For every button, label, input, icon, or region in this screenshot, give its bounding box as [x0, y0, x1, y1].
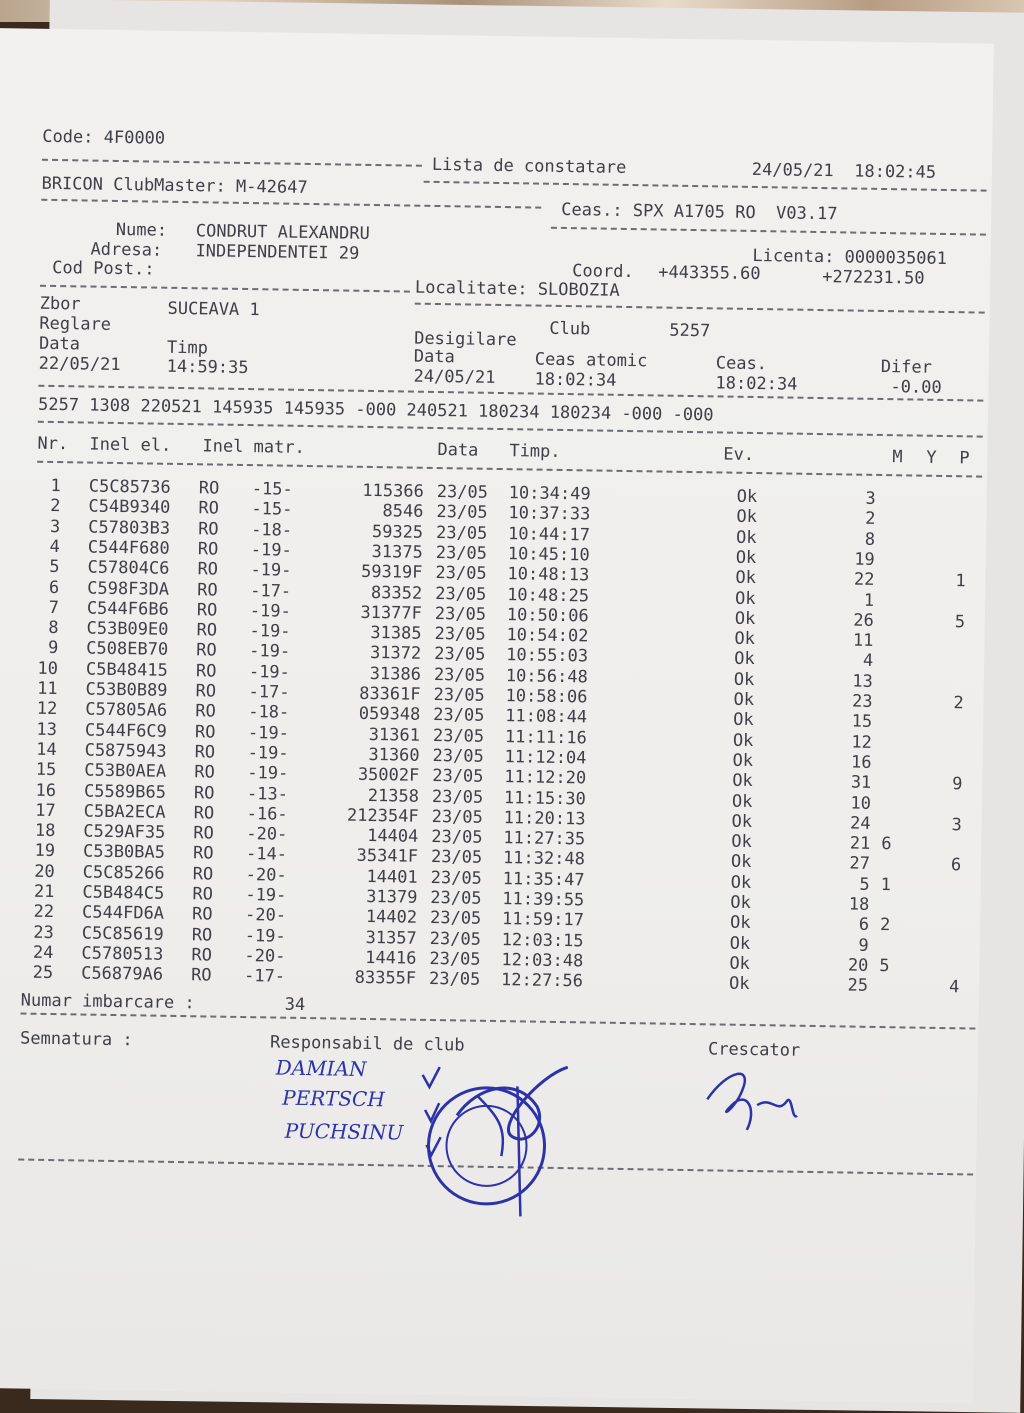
- event-status: Ok: [736, 486, 758, 508]
- country-code: RO: [194, 721, 216, 743]
- electronic-ring: C529AF35: [83, 821, 166, 843]
- matriculation-ring: 83355F: [354, 967, 417, 989]
- imbarcare-label: Numar imbarcare :: [20, 990, 195, 1014]
- position-number: 9: [858, 935, 869, 956]
- row-number: 17: [35, 800, 56, 821]
- matriculation-ring: 21358: [367, 785, 420, 807]
- clock-info: Ceas.: SPX A1705 RO V03.17: [561, 199, 838, 225]
- country-code: RO: [193, 782, 215, 804]
- name-label: Nume:: [115, 219, 168, 241]
- row-number: 9: [47, 638, 59, 659]
- electronic-ring: C5780513: [81, 943, 164, 965]
- matriculation-ring: 31386: [369, 663, 422, 685]
- arrival-time: 11:12:20: [504, 767, 587, 789]
- position-number: 6: [858, 914, 870, 936]
- arrival-time: 10:34:49: [508, 483, 591, 505]
- row-number: 6: [48, 577, 60, 598]
- arrival-date: 23/05: [434, 644, 486, 666]
- arrival-date: 23/05: [431, 827, 483, 848]
- matriculation-ring: 31361: [368, 724, 421, 746]
- matriculation-ring: 35341F: [356, 846, 419, 868]
- arrival-time: 12:27:56: [500, 970, 584, 992]
- electronic-ring: C508EB70: [86, 638, 169, 661]
- country-code: RO: [198, 518, 219, 540]
- coord-label: Coord.: [572, 261, 634, 283]
- matriculation-ring: 212354F: [346, 805, 419, 827]
- electronic-ring: C53B0B89: [85, 679, 168, 701]
- clock-time: 18:02:34: [715, 373, 798, 395]
- position-number: 11: [852, 630, 874, 651]
- event-status: Ok: [735, 547, 757, 568]
- electronic-ring: C53B0AEA: [84, 760, 167, 782]
- zbor-label: Zbor: [39, 293, 81, 315]
- matriculation-ring: 35002F: [357, 764, 420, 786]
- ring-year: -16-: [246, 803, 288, 825]
- electronic-ring: C5BA2ECA: [83, 801, 166, 823]
- country-code: RO: [198, 478, 220, 499]
- electronic-ring: C53B0BA5: [82, 841, 166, 864]
- arrival-date: 23/05: [433, 684, 485, 706]
- row-number: 3: [49, 516, 61, 537]
- event-status: Ok: [733, 669, 755, 690]
- event-status: Ok: [728, 973, 750, 995]
- event-status: Ok: [733, 709, 754, 731]
- country-code: RO: [197, 559, 219, 580]
- arrival-time: 11:59:17: [501, 909, 585, 931]
- row-number: 7: [48, 597, 60, 618]
- matriculation-ring: 059348: [358, 704, 421, 726]
- position-number: 24: [849, 813, 871, 834]
- matriculation-ring: 31360: [368, 744, 420, 766]
- electronic-ring: C5B484C5: [82, 882, 165, 904]
- arrival-time: 10:44:17: [507, 523, 591, 546]
- p-mark: 9: [952, 774, 963, 795]
- col-m: M: [892, 447, 903, 468]
- m-mark: 5: [879, 955, 890, 977]
- position-number: 21: [849, 833, 871, 854]
- desigilare-label: Desigilare: [414, 328, 517, 351]
- row-number: 12: [36, 699, 58, 720]
- position-number: 18: [848, 894, 870, 915]
- col-nr: Nr.: [37, 433, 69, 455]
- address-label: Adresa:: [90, 239, 163, 261]
- row-number: 5: [49, 557, 60, 578]
- matriculation-ring: 31357: [365, 927, 417, 949]
- reglare-date: 22/05/21: [38, 353, 121, 376]
- divider: [424, 181, 987, 192]
- matriculation-ring: 115366: [362, 480, 424, 502]
- ring-year: -19-: [247, 722, 290, 744]
- p-mark: 5: [954, 611, 966, 633]
- electronic-ring: C544F6B6: [86, 598, 169, 620]
- arrival-date: 23/05: [432, 725, 485, 747]
- arrival-date: 23/05: [435, 563, 487, 584]
- arrival-date: 23/05: [436, 502, 488, 524]
- matriculation-ring: 14404: [367, 826, 419, 847]
- position-number: 16: [850, 752, 872, 773]
- country-code: RO: [196, 600, 218, 621]
- arrival-date: 23/05: [434, 624, 486, 645]
- position-number: 8: [864, 529, 876, 550]
- matriculation-ring: 14402: [365, 907, 418, 929]
- electronic-ring: C544FD6A: [81, 902, 165, 925]
- row-number: 21: [33, 881, 55, 903]
- matriculation-ring: 59319F: [360, 562, 423, 583]
- matriculation-ring: 59325: [371, 521, 424, 543]
- breeder-signature: [697, 1059, 818, 1141]
- ring-year: -15-: [251, 479, 293, 500]
- arrival-time: 10:45:10: [507, 544, 590, 566]
- arrival-date: 23/05: [433, 705, 485, 727]
- country-code: RO: [196, 620, 218, 641]
- matriculation-ring: 31377F: [360, 602, 423, 624]
- p-mark: 3: [951, 814, 963, 836]
- divider: [415, 303, 985, 314]
- handwritten-name-2: PERTSCH: [282, 1085, 385, 1112]
- row-number: 20: [34, 861, 55, 882]
- arrival-time: 11:39:55: [502, 889, 585, 911]
- event-status: Ok: [735, 527, 757, 548]
- matriculation-ring: 31379: [366, 886, 418, 908]
- owner-address: INDEPENDENTEI 29: [195, 241, 360, 264]
- event-status: Ok: [731, 831, 752, 853]
- event-status: Ok: [729, 953, 751, 974]
- matriculation-ring: 14416: [365, 947, 417, 969]
- difer-value: -0.00: [890, 377, 942, 398]
- clock-label: Ceas.: [715, 353, 768, 375]
- electronic-ring: C5875943: [84, 740, 167, 762]
- reglare-time: 14:59:35: [166, 356, 249, 379]
- row-number: 8: [48, 618, 59, 639]
- arrival-time: 10:55:03: [506, 645, 589, 667]
- arrival-time: 12:03:15: [501, 929, 584, 951]
- position-number: 15: [851, 711, 873, 733]
- ring-year: -19-: [247, 742, 289, 764]
- row-number: 25: [32, 962, 54, 984]
- ring-year: -19-: [248, 661, 291, 683]
- electronic-ring: C5C85619: [81, 923, 164, 945]
- position-number: 23: [851, 691, 873, 712]
- matriculation-ring: 83352: [370, 582, 423, 604]
- row-number: 4: [49, 536, 61, 557]
- matriculation-ring: 83361F: [359, 683, 421, 705]
- ring-year: -20-: [244, 945, 286, 967]
- ring-year: -20-: [246, 824, 288, 845]
- divider: [40, 285, 410, 293]
- code-line: Code: 4F0000: [42, 126, 166, 149]
- imbarcare-value: 34: [284, 994, 306, 1016]
- arrival-time: 11:08:44: [505, 706, 588, 728]
- position-number: 5: [859, 874, 870, 895]
- position-number: 10: [850, 793, 872, 814]
- arrival-time: 11:15:30: [503, 787, 587, 809]
- ring-year: -17-: [250, 580, 292, 602]
- ring-year: -18-: [248, 702, 290, 724]
- col-timp: Timp.: [509, 441, 561, 462]
- col-inel-el: Inel el.: [89, 434, 172, 456]
- ring-year: -19-: [249, 641, 291, 663]
- row-number: 14: [36, 739, 57, 760]
- col-inel-matr: Inel matr.: [202, 436, 305, 458]
- ring-year: -14-: [245, 844, 288, 866]
- row-number: 22: [33, 902, 55, 923]
- row-number: 24: [32, 942, 54, 963]
- arrival-date: 23/05: [435, 542, 488, 564]
- electronic-ring: C5B48415: [85, 659, 168, 681]
- arrival-date: 23/05: [430, 867, 483, 889]
- arrival-time: 11:11:16: [504, 726, 587, 748]
- divider: [41, 199, 541, 209]
- position-number: 13: [852, 671, 873, 692]
- position-number: 27: [849, 853, 871, 875]
- arrival-date: 23/05: [433, 664, 486, 686]
- arrival-time: 11:27:35: [503, 828, 586, 850]
- ring-year: -19-: [249, 600, 291, 622]
- arrival-time: 12:03:48: [501, 949, 584, 972]
- electronic-ring: C57804C6: [87, 557, 170, 580]
- event-status: Ok: [734, 588, 756, 609]
- position-number: 2: [864, 509, 876, 530]
- country-code: RO: [197, 539, 219, 560]
- matriculation-ring: 31372: [369, 643, 422, 665]
- arrival-date: 23/05: [431, 806, 484, 828]
- signature-tick-marks: [416, 1065, 478, 1176]
- arrival-date: 23/05: [429, 908, 482, 930]
- arrival-time: 11:35:47: [502, 868, 585, 891]
- row-number: 16: [35, 780, 57, 801]
- arrival-time: 10:54:02: [506, 625, 589, 647]
- arrival-time: 10:58:06: [505, 686, 588, 708]
- position-number: 25: [847, 975, 869, 997]
- col-y: Y: [926, 447, 937, 468]
- row-number: 19: [34, 841, 56, 862]
- row-number: 1: [50, 475, 61, 497]
- arrival-date: 23/05: [435, 522, 488, 544]
- print-datetime: 24/05/21 18:02:45: [751, 159, 937, 183]
- electronic-ring: C598F3DA: [87, 578, 170, 600]
- electronic-ring: C56879A6: [80, 963, 164, 985]
- club-label: Club: [549, 318, 591, 340]
- ring-year: -19-: [249, 621, 291, 642]
- ring-year: -19-: [245, 885, 287, 906]
- breeder-label: Crescator: [707, 1039, 801, 1061]
- country-code: RO: [195, 701, 216, 722]
- m-mark: 2: [879, 915, 891, 936]
- country-code: RO: [194, 762, 215, 783]
- position-number: 20: [847, 955, 869, 976]
- electronic-ring: C54B9340: [88, 496, 171, 519]
- event-status: Ok: [733, 689, 755, 711]
- country-code: RO: [192, 843, 214, 864]
- event-status: Ok: [729, 933, 751, 954]
- p-mark: 6: [950, 855, 962, 876]
- ring-year: -19-: [244, 925, 286, 947]
- arrival-date: 23/05: [434, 603, 487, 625]
- ring-year: -19-: [247, 763, 289, 784]
- electronic-ring: C53B09E0: [86, 618, 169, 640]
- p-mark: 2: [953, 693, 964, 714]
- event-status: Ok: [734, 608, 756, 629]
- handwritten-name-3: PUCHSINU: [284, 1118, 404, 1145]
- reglare-date-label: Data: [38, 333, 81, 355]
- electronic-ring: C5C85266: [82, 862, 165, 884]
- event-status: Ok: [734, 649, 755, 670]
- event-status: Ok: [734, 628, 756, 650]
- electronic-ring: C57803B3: [88, 517, 171, 539]
- arrival-time: 10:48:13: [507, 564, 590, 586]
- country-code: RO: [191, 904, 213, 925]
- arrival-date: 23/05: [435, 583, 487, 605]
- ring-year: -19-: [250, 539, 292, 561]
- arrival-date: 23/05: [431, 786, 484, 808]
- ring-year: -19-: [250, 560, 292, 581]
- row-number: 10: [37, 658, 59, 679]
- row-number: 13: [36, 719, 58, 740]
- row-number: 18: [34, 820, 56, 842]
- code-summary-line: 5257 1308 220521 145935 145935 -000 240521 180234 180234 -000 -000: [37, 394, 714, 426]
- arrival-date: 23/05: [429, 928, 482, 950]
- ring-year: -17-: [243, 966, 286, 987]
- arrival-date: 23/05: [430, 887, 482, 909]
- software-line: BRICON ClubMaster: M-42647: [41, 173, 308, 198]
- country-code: RO: [194, 742, 216, 763]
- divider: [551, 227, 986, 236]
- reglare-time-label: Timp: [166, 337, 209, 359]
- arrival-date: 23/05: [429, 948, 481, 970]
- handwritten-name-1: DAMIAN: [275, 1055, 367, 1081]
- event-status: Ok: [732, 770, 753, 792]
- atomic-clock-label: Ceas atomic: [534, 349, 648, 372]
- arrival-time: 11:12:04: [504, 747, 587, 769]
- event-status: Ok: [732, 750, 754, 771]
- row-number: 11: [36, 678, 58, 700]
- electronic-ring: C544F6C9: [84, 720, 168, 742]
- desigilare-date: 24/05/21: [413, 366, 496, 388]
- position-number: 1: [863, 590, 875, 611]
- country-code: RO: [191, 924, 213, 946]
- arrival-time: 11:32:48: [502, 848, 586, 870]
- arrival-date: 23/05: [436, 482, 489, 503]
- locality: Localitate: SLOBOZIA: [414, 277, 620, 301]
- col-data: Data: [437, 440, 479, 461]
- country-code: RO: [190, 965, 212, 986]
- position-number: 31: [850, 772, 872, 794]
- event-status: Ok: [730, 872, 752, 893]
- country-code: RO: [192, 863, 214, 885]
- p-mark: 4: [948, 977, 960, 998]
- event-status: Ok: [736, 507, 758, 528]
- postal-label: Cod Post.:: [52, 257, 155, 280]
- matriculation-ring: 8546: [382, 501, 424, 523]
- arrival-time: 10:56:48: [505, 665, 588, 688]
- position-number: 22: [853, 569, 875, 591]
- arrival-time: 11:20:13: [503, 807, 586, 830]
- arrival-date: 23/05: [432, 766, 484, 787]
- row-number: 23: [33, 922, 54, 943]
- electronic-ring: C57805A6: [85, 699, 168, 722]
- position-number: 4: [862, 651, 874, 672]
- country-code: RO: [198, 498, 220, 519]
- arrival-date: 23/05: [432, 745, 484, 767]
- difer-label: Difer: [880, 356, 933, 378]
- ring-year: -20-: [244, 905, 287, 926]
- club-value: 5257: [669, 320, 711, 342]
- electronic-ring: C544F680: [87, 537, 170, 559]
- event-status: Ok: [730, 892, 751, 913]
- divider: [21, 1013, 976, 1030]
- ring-year: -13-: [246, 783, 289, 805]
- country-code: RO: [191, 945, 213, 966]
- country-code: RO: [193, 803, 215, 824]
- row-number: 15: [35, 759, 57, 781]
- country-code: RO: [193, 823, 215, 844]
- printout-page: [0, 28, 994, 1404]
- row-number: 2: [50, 496, 61, 517]
- divider: [42, 159, 422, 167]
- event-status: Ok: [732, 730, 754, 751]
- m-mark: 6: [881, 834, 892, 855]
- position-number: 19: [854, 549, 875, 570]
- ring-year: -18-: [250, 519, 293, 541]
- arrival-date: 23/05: [430, 847, 483, 869]
- atomic-clock-time: 18:02:34: [534, 369, 617, 391]
- signature-label: Semnatura :: [19, 1028, 133, 1051]
- matriculation-ring: 31385: [370, 623, 422, 644]
- arrival-time: 10:37:33: [508, 503, 591, 525]
- country-code: RO: [192, 884, 214, 905]
- position-number: 12: [851, 732, 873, 753]
- coord-lat: +443355.60: [658, 262, 761, 285]
- event-status: Ok: [729, 912, 751, 934]
- electronic-ring: C5C85736: [88, 476, 171, 498]
- ring-year: -20-: [245, 864, 287, 886]
- matriculation-ring: 14401: [366, 866, 418, 888]
- reglare-label: Reglare: [39, 313, 112, 335]
- country-code: RO: [197, 579, 218, 601]
- electronic-ring: C5589B65: [83, 781, 167, 803]
- event-status: Ok: [730, 852, 752, 873]
- arrival-time: 10:50:06: [506, 604, 589, 627]
- event-status: Ok: [731, 791, 753, 812]
- m-mark: 1: [880, 874, 892, 895]
- country-code: RO: [196, 640, 217, 661]
- owner-name: CONDRUT ALEXANDRU: [195, 221, 370, 244]
- col-ev: Ev.: [723, 444, 755, 465]
- club-responsible-label: Responsabil de club: [269, 1032, 465, 1056]
- position-number: 3: [865, 488, 876, 509]
- event-status: Ok: [735, 567, 757, 589]
- position-number: 26: [853, 610, 874, 631]
- arrival-date: 23/05: [428, 969, 481, 990]
- event-status: Ok: [731, 811, 753, 832]
- country-code: RO: [195, 681, 217, 702]
- zbor-value: SUCEAVA 1: [167, 298, 260, 321]
- col-p: P: [959, 448, 970, 469]
- coord-lon: +272231.50: [822, 267, 925, 289]
- country-code: RO: [195, 660, 217, 682]
- license: Licenta: 0000035061: [752, 245, 948, 269]
- ring-year: -15-: [251, 499, 293, 521]
- ring-year: -17-: [248, 682, 290, 703]
- p-mark: 1: [955, 571, 966, 592]
- matriculation-ring: 31375: [371, 541, 423, 563]
- desigilare-date-label: Data: [413, 346, 455, 368]
- arrival-time: 10:48:25: [507, 584, 590, 606]
- document-title: Lista de constatare: [431, 154, 627, 178]
